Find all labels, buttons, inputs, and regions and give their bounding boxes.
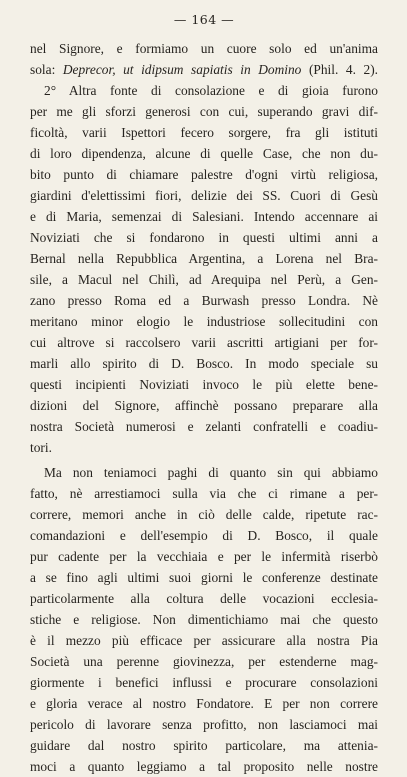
paragraph: [30, 80, 378, 458]
text-line: di loro dipendenza, alcune di quelle Case, che non du-: [30, 146, 378, 161]
text-line: nel Signore, e formiamo un cuore solo ed un'anima: [30, 41, 378, 56]
text-line: cui altrove si raccolsero varii ascritti artigiani per for-: [30, 335, 378, 350]
citation: (Phil. 4. 2).: [301, 62, 378, 77]
latin-quote: Deprecor, ut idipsum sapiatis in Domino: [62, 62, 302, 77]
text-line: particolarmente alla coltura delle vocazioni ecclesia-: [30, 591, 378, 606]
text-line: fatto, nè arrestiamoci sulla via che ci rimane a per-: [30, 486, 378, 501]
text-line: ficoltà, varii Ispettori fecero sorgere, fra gli istituti: [30, 125, 378, 140]
text-fragment: sola:: [30, 62, 63, 77]
text-line: nostra Società numerosi e zelanti confratelli e coadiu-: [30, 419, 378, 434]
text-line: bito punto di chiamare palestre d'ogni virtù religiosa,: [30, 167, 378, 182]
text-line: comandazioni e dell'esempio di D. Bosco, il quale: [30, 528, 378, 543]
text-line: dizioni del Signore, affinchè possano preparare alla: [30, 398, 378, 413]
text-line: 2° Altra fonte di consolazione e di gioia furono: [44, 83, 378, 98]
text-line: guidare dal nostro spirito particolare, ma attenia-: [30, 738, 378, 753]
text-line: pericolo di lavorare senza profitto, non lasciamoci mai: [30, 717, 378, 732]
text-line: è il mezzo più efficace per assicurare alla nostra Pia: [30, 633, 378, 648]
text-line: zano presso Roma ed a Burwash presso Londra. Nè: [30, 293, 378, 308]
text-line: Ma non teniamoci paghi di quanto sin qui abbiamo: [44, 465, 378, 480]
text-line: per me gli sforzi generosi con cui, superando gravi dif-: [30, 104, 378, 119]
page-number: — 164 —: [173, 12, 235, 27]
text-line: meritano minor elogio le industriose sollecitudini con: [30, 314, 378, 329]
text-line: sile, a Macul nel Chilì, ad Arequipa nel Perù, a Gen-: [30, 272, 378, 287]
text-line: Noviziati che si fondarono in questi ultimi anni a: [30, 230, 378, 245]
text-line: e gloria verace al nostro Fondatore. E per non correre: [30, 696, 378, 711]
text-line: Bernal nella Repubblica Argentina, a Lorena nel Bra-: [30, 251, 378, 266]
text-line: moci a quanto leggiamo a tal proposito nelle nostre: [30, 759, 378, 774]
text-line: giormente i benefici influssi e procurare consolazioni: [30, 675, 378, 690]
text-line: [30, 59, 378, 80]
paragraph: [30, 462, 378, 777]
text-line: pur cadente per la vecchiaia e per le infermità riserbò: [30, 549, 378, 564]
text-line: tori.: [30, 440, 52, 455]
text-line: questi incipienti Noviziati invoco le più elette bene-: [30, 377, 378, 392]
text-line: stiche e religiose. Non dimentichiamo mai che questo: [30, 612, 378, 627]
text-line: e di Maria, semenzai di Salesiani. Intendo accennare ai: [30, 209, 378, 224]
text-line: giardini d'elettissimi fiori, delizie dei SS. Cuori di Gesù: [30, 188, 378, 203]
text-line: a se fino agli ultimi suoi giorni le conferenze destinate: [30, 570, 378, 585]
text-line: marli allo spirito di D. Bosco. In modo speciale su: [30, 356, 378, 371]
page-body: [30, 38, 378, 777]
paragraph: [30, 38, 378, 80]
text-line: Società una perenne giovinezza, per estenderne mag-: [30, 654, 378, 669]
text-line: correre, memori anche in ciò delle calde, ripetute rac-: [30, 507, 378, 522]
